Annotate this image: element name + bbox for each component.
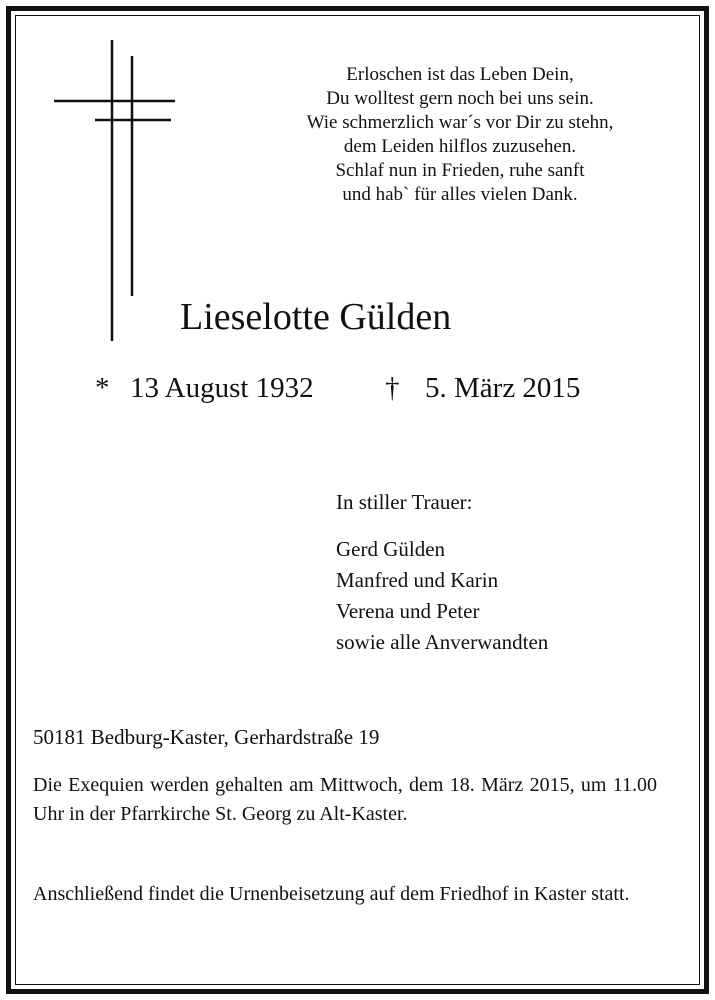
mourner-name: Gerd Gülden xyxy=(336,537,446,561)
birth-star-icon: * xyxy=(95,372,110,404)
poem-line: dem Leiden hilflos zuzusehen. xyxy=(343,136,577,157)
mourner-name: Verena und Peter xyxy=(336,599,480,623)
poem-line: Du wolltest gern noch bei uns sein. xyxy=(326,88,594,109)
birth-date: 13 August 1932 xyxy=(130,372,314,404)
death-date: 5. März 2015 xyxy=(425,372,581,404)
poem-line: Wie schmerzlich war´s vor Dir zu stehn, xyxy=(306,112,614,133)
memorial-poem xyxy=(250,63,670,207)
double-cross-icon xyxy=(54,38,179,343)
mourner-name: sowie alle Anverwandten xyxy=(336,630,549,654)
mourners-heading: In stiller Trauer: xyxy=(336,490,473,514)
burial-text: Anschließend findet die Urnenbeisetzung auf dem Friedhof in Kaster statt. xyxy=(33,883,630,905)
funeral-service-text: Die Exequien werden gehalten am Mittwoch, dem 18. März 2015, um 11.00 Uhr in der Pfarrkirche St. Georg zu Alt-Kaster. xyxy=(33,774,657,825)
poem-line: Schlaf nun in Frieden, ruhe sanft xyxy=(335,160,585,181)
poem-line: Erloschen ist das Leben Dein, xyxy=(346,64,574,85)
mourners-block xyxy=(336,487,548,658)
deceased-name: Lieselotte Gülden xyxy=(180,296,452,338)
death-dagger-icon: † xyxy=(385,372,400,404)
mourner-name: Manfred und Karin xyxy=(336,568,499,592)
family-address: 50181 Bedburg-Kaster, Gerhardstraße 19 xyxy=(33,725,380,749)
poem-line: und hab` für alles vielen Dank. xyxy=(342,184,578,205)
